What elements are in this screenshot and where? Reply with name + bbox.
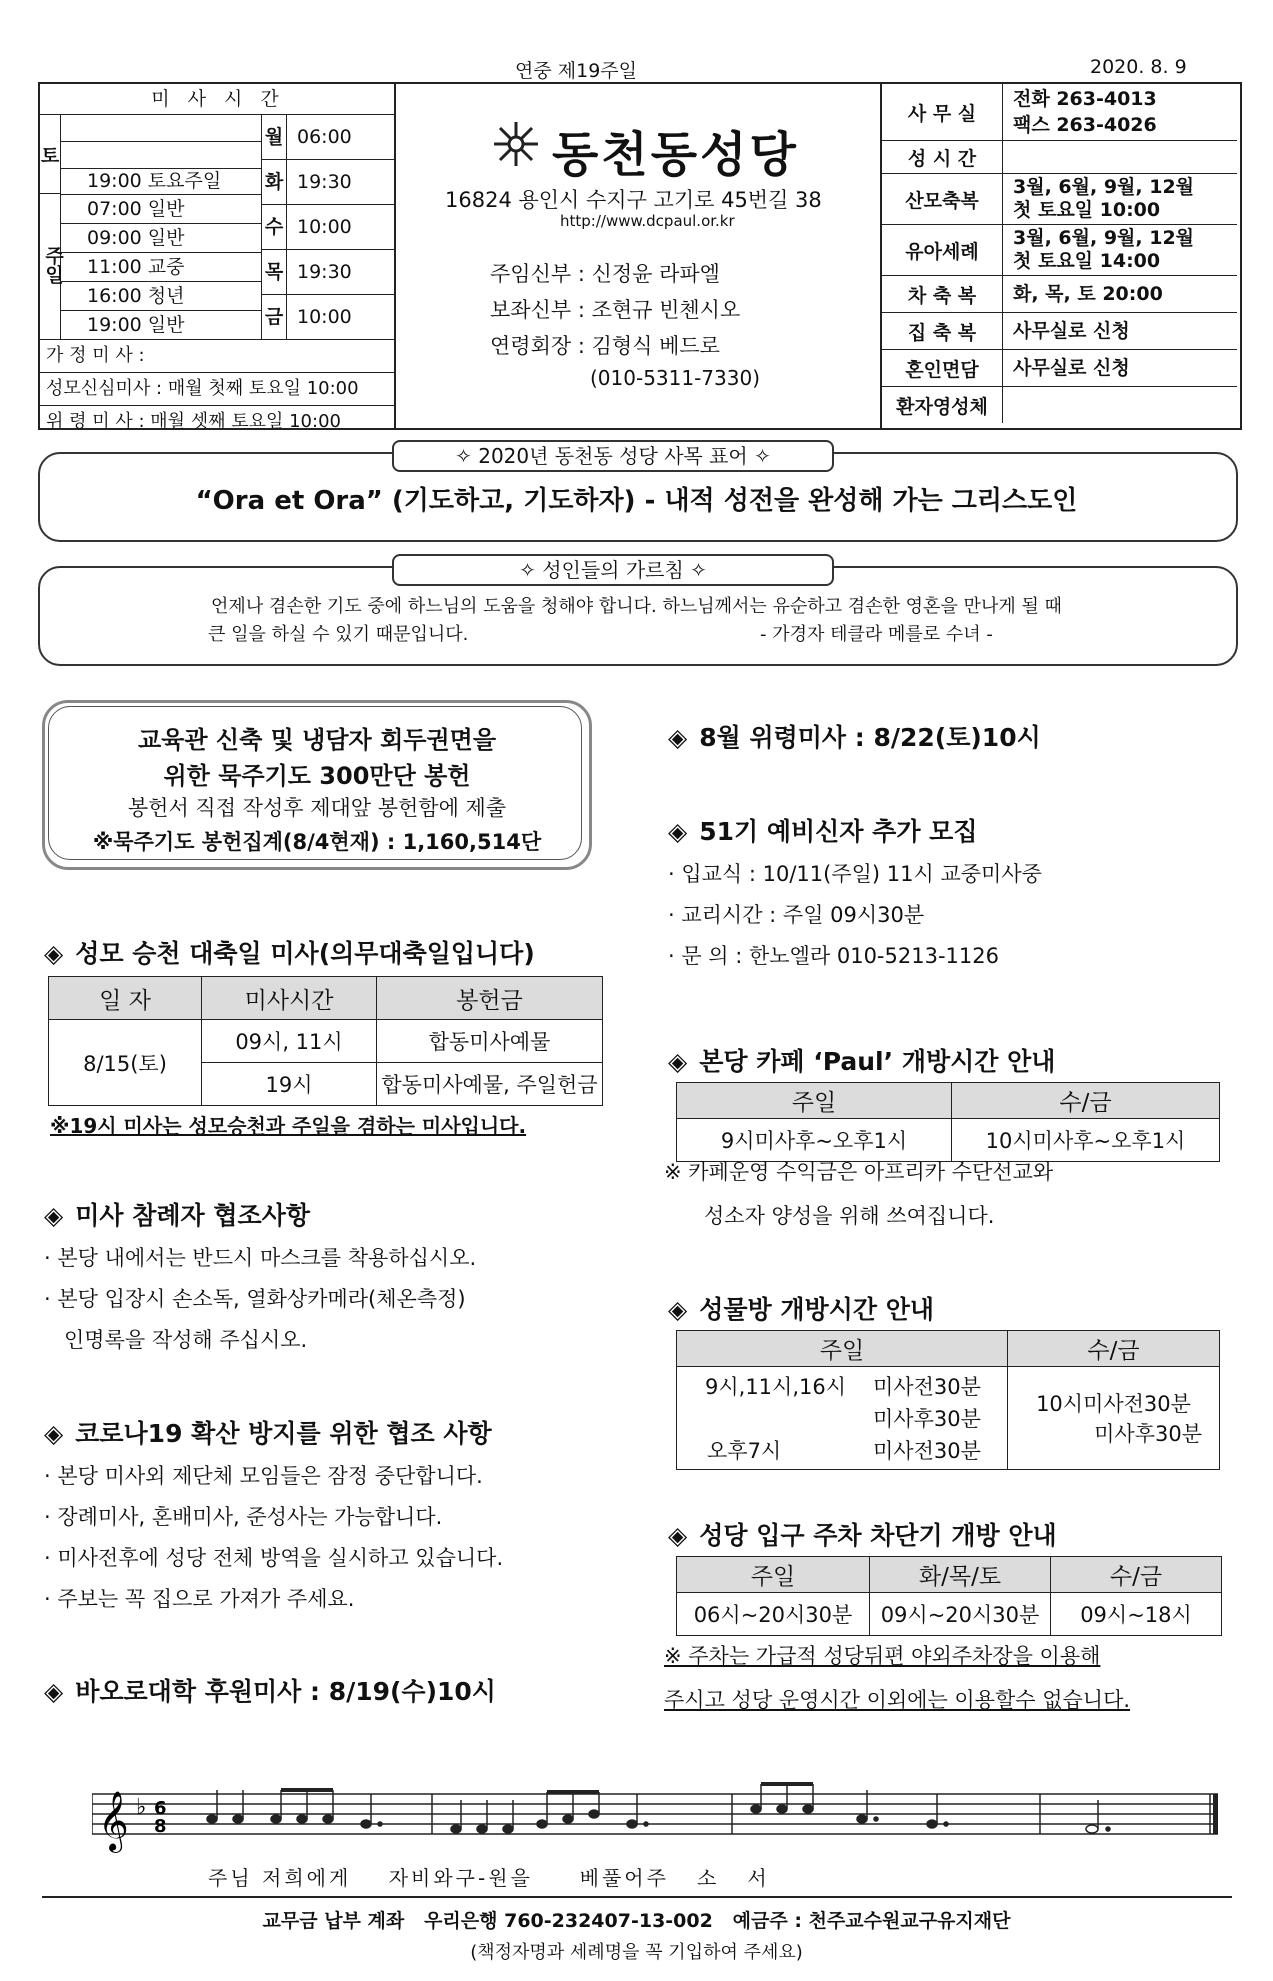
cooperation-title-text: 미사 참례자 협조사항 [75,1201,310,1230]
weekday-time: 10:00 [297,306,352,328]
saturday-label: 토 [40,115,60,194]
list-item: · 장례미사, 혼배미사, 준성사는 가능합니다. [44,1505,443,1529]
church-name: 동천동성당 [552,127,799,183]
office-label: 혼인면담 [882,350,1003,386]
saints-line1: 언제나 겸손한 기도 중에 하느님의 도움을 청해야 합니다. 하느님께서는 유순하고 겸손한 영혼을 만나게 될 때 [211,596,1062,617]
sat-row-2: 19:00 토요주일 [61,169,261,195]
weekday-label: 화 [262,160,287,204]
assumption-date: 8/15(토) [49,1020,202,1106]
office-label: 성 시 간 [882,141,1003,173]
music-staff [92,1780,1222,1864]
covid-title-text: 코로나19 확산 방지를 위한 협조 사항 [75,1419,492,1448]
shop-title-text: 성물방 개방시간 안내 [699,1295,934,1324]
diamond-icon: ◈ [44,1419,64,1448]
parking-hours: 09시~18시 [1051,1593,1222,1636]
list-item: · 교리시간 : 주일 09시30분 [668,903,925,927]
cooperation-title [44,1196,310,1232]
th: 주일 [677,1331,1008,1367]
pastor: 주임신부 : 신정윤 라파엘 [490,262,720,286]
parking-table [676,1556,1222,1636]
shop-wf-a: 10시미사전30분 [1036,1392,1191,1416]
th: 수/금 [952,1083,1220,1119]
paul-univ-title [44,1672,496,1708]
covid-list [44,1456,503,1620]
assumption-offering: 합동미사예물 [377,1020,603,1063]
office-label: 집 축 복 [882,313,1003,349]
th: 주일 [677,1083,952,1119]
cafe-title [668,1042,1055,1078]
list-item: · 본당 내에서는 반드시 마스크를 착용하십시오. [44,1246,477,1270]
office-value: 3월, 6월, 9월, 12월 첫 토요일 14:00 [1013,227,1195,272]
catechumen-list [668,854,1042,977]
parking-note1: ※ 주차는 가급적 성당뒤편 야외주차장을 이용해 [664,1644,1101,1668]
shop-table [676,1330,1220,1470]
assumption-title [44,934,535,970]
council-head: 연령회장 : 김형식 베드로 [490,334,720,358]
cooperation-list [44,1238,476,1361]
parking-hours: 06시~20시30분 [677,1593,870,1636]
date-label: 2020. 8. 9 [1090,56,1187,78]
weekday-label: 월 [262,115,287,159]
weekday-time: 19:30 [297,261,352,283]
catechumen-title [668,812,978,848]
assumption-time: 19시 [202,1063,377,1106]
devotion-mass: 성모신심미사 : 매월 첫째 토요일 10:00 [40,372,396,405]
th: 수/금 [1051,1557,1222,1593]
office-value [1003,387,1013,423]
svg-text:𝄞: 𝄞 [98,1791,129,1851]
footer-note: (책정자명과 세례명을 꼭 기입하여 주세요) [470,1942,803,1963]
sun-row: 16:00 청년 [61,282,261,311]
weekday-time: 19:30 [297,171,352,193]
memorial-mass-title [668,718,1041,754]
list-item: 인명록을 작성해 주십시오. [44,1328,308,1352]
diamond-icon: ◈ [668,817,688,846]
rosary-line2: 위한 묵주기도 300만단 봉헌 [163,762,471,790]
cafe-title-text: 본당 카페 ‘Paul’ 개방시간 안내 [699,1047,1056,1076]
shop-title [668,1290,934,1326]
parking-note2: 주시고 성당 운영시간 이외에는 이용할수 없습니다. [664,1688,1131,1712]
office-value: 3월, 6월, 9월, 12월 첫 토요일 10:00 [1013,176,1195,221]
home-mass: 가 정 미 사 : [40,339,396,372]
weekday-time: 06:00 [297,126,352,148]
memorial-mass: 위 령 미 사 : 매월 셋째 토요일 10:00 [40,405,396,438]
rosary-line3: 봉헌서 직접 작성후 제대앞 봉헌함에 제출 [127,796,507,820]
rosary-line4: ※묵주기도 봉헌집계(8/4현재) : 1,160,514단 [92,830,542,854]
sun-row: 09:00 일반 [61,224,261,253]
week-label: 연중 제19주일 [515,60,637,82]
church-address: 16824 용인시 수지구 고기로 45번길 38 [445,188,822,212]
th: 일 자 [49,977,202,1020]
list-item: · 입교식 : 10/11(주일) 11시 교중미사중 [668,862,1042,886]
th: 봉헌금 [377,977,603,1020]
list-item: · 본당 미사외 제단체 모임들은 잠정 중단합니다. [44,1464,483,1488]
parking-title-text: 성당 입구 주차 차단기 개방 안내 [699,1521,1057,1550]
diamond-icon: ◈ [44,1677,64,1706]
mass-times-panel [40,84,396,438]
diamond-icon: ◈ [44,939,64,968]
diamond-icon: ◈ [668,1047,688,1076]
motto-text: “Ora et Ora” (기도하고, 기도하자) - 내적 성전을 완성해 가는 그리스도인 [195,486,1078,516]
office-label: 환자영성체 [882,387,1003,423]
weekday-label: 금 [262,295,287,339]
weekday-label: 수 [262,205,287,249]
list-item: · 주보는 꼭 집으로 가져가 주세요. [44,1587,355,1611]
sun-row: 19:00 일반 [87,314,185,336]
footer-rule [42,1896,1232,1898]
sun-row: 07:00 일반 [61,195,261,224]
office-label: 유아세례 [882,225,1003,275]
weekday-time: 10:00 [297,216,352,238]
parking-title [668,1516,1057,1552]
saints-line2: 큰 일을 하실 수 있기 때문입니다. [208,624,469,645]
th: 미사시간 [202,977,377,1020]
svg-text:6: 6 [154,1798,167,1819]
th: 수/금 [1008,1331,1220,1367]
cafe-table [676,1082,1220,1162]
rosary-line1: 교육관 신축 및 냉담자 회두권면을 [138,726,496,754]
cafe-note2: 성소자 양성을 위해 쓰여집니다. [704,1204,995,1228]
office-label: 사 무 실 [882,84,1003,140]
shop-sun-c: 미사전30분 [873,1375,981,1399]
office-table [882,84,1237,423]
th: 주일 [677,1557,870,1593]
cafe-hours: 9시미사후~오후1시 [677,1119,952,1162]
diamond-icon: ◈ [668,1295,688,1324]
council-phone: (010-5311-7330) [590,366,761,390]
office-label: 산모축복 [882,174,1003,224]
office-value: 사무실로 신청 [1013,357,1130,379]
sunday-label: 주일 [42,246,64,284]
saints-author: - 가경자 테클라 메를로 수녀 - [760,624,993,645]
shop-wf-b: 미사후30분 [1094,1422,1202,1446]
mass-table-title: 미 사 시 간 [40,84,396,115]
shop-sun-e: 미사전30분 [873,1439,981,1463]
diamond-icon: ◈ [668,723,688,752]
office-value: 전화 263-4013 팩스 263-4026 [1013,88,1157,136]
cafe-hours: 10시미사후~오후1시 [952,1119,1220,1162]
list-item: · 미사전후에 성당 전체 방역을 실시하고 있습니다. [44,1546,504,1570]
assumption-time: 09시, 11시 [202,1020,377,1063]
covid-title [44,1414,492,1450]
saints-tag: ✧ 성인들의 가르침 ✧ [392,554,834,586]
list-item: · 문 의 : 한노엘라 010-5213-1126 [668,944,999,968]
shop-sun-a: 9시,11시,16시 [705,1375,847,1399]
list-item: · 본당 입장시 손소독, 열화상카메라(체온측정) [44,1287,466,1311]
footer-account: 교무금 납부 계좌 우리은행 760-232407-13-002 예금주 : 천주교수원교구유지재단 [262,1910,1011,1932]
office-value [1003,141,1013,173]
diamond-icon: ◈ [668,1521,688,1550]
catechumen-title-text: 51기 예비신자 추가 모집 [699,817,978,846]
assumption-table [48,976,603,1106]
svg-text:♭: ♭ [136,1795,147,1820]
music-lyrics: 주님 저희에게 자비와구-원을 베풀어주 소 서 [208,1866,770,1890]
church-url[interactable]: http://www.dcpaul.or.kr [560,212,735,230]
shop-sun-d: 미사후30분 [873,1407,981,1431]
paul-univ-title-text: 바오로대학 후원미사 : 8/19(수)10시 [75,1677,496,1706]
svg-text:8: 8 [154,1816,167,1837]
church-logo-icon [490,118,542,174]
memorial-mass-title-text: 8월 위령미사 : 8/22(토)10시 [699,723,1041,752]
cafe-note1: ※ 카페운영 수익금은 아프리카 수단선교와 [664,1160,1054,1184]
th: 화/목/토 [870,1557,1051,1593]
assumption-title-text: 성모 승천 대축일 미사(의무대축일입니다) [75,939,535,968]
diamond-icon: ◈ [44,1201,64,1230]
assistant-priest: 보좌신부 : 조현규 빈첸시오 [490,298,741,322]
office-label: 차 축 복 [882,276,1003,312]
motto-tag: ✧ 2020년 동천동 성당 사목 표어 ✧ [392,440,834,472]
weekday-label: 목 [262,250,287,294]
assumption-offering: 합동미사예물, 주일헌금 [377,1063,603,1106]
sat-row-1 [61,115,261,142]
sun-row: 11:00 교중 [61,253,261,282]
office-value: 사무실로 신청 [1013,320,1130,342]
shop-sun-b: 오후7시 [707,1439,782,1463]
assumption-note: ※19시 미사는 성모승천과 주일을 겸하는 미사입니다. [50,1114,527,1138]
office-value: 화, 목, 토 20:00 [1013,283,1163,305]
parking-hours: 09시~20시30분 [870,1593,1051,1636]
